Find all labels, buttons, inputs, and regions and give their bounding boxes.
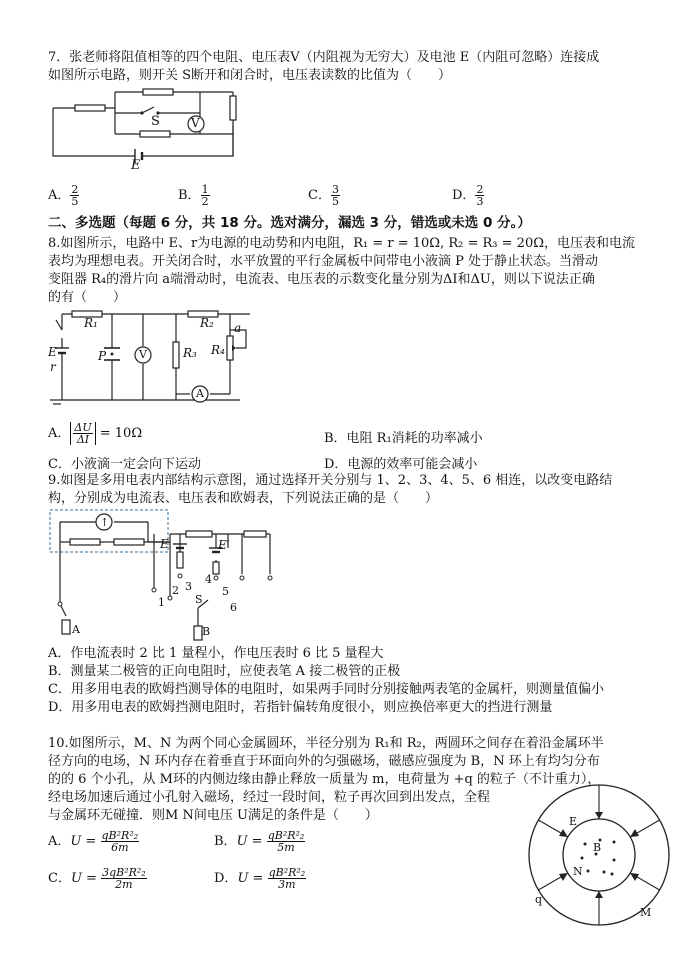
q10-fig-label-n: N: [573, 865, 583, 878]
q9-fig-label-probe-a: A: [72, 623, 80, 636]
q8-fig-label-ammeter: A: [196, 387, 204, 400]
q7-circuit-figure: [50, 86, 250, 176]
q8-fig-label-p: P: [98, 349, 107, 363]
q10-option-b: B．U = $\frac{\text{qB²R²₂}}{5m}$: [214, 829, 305, 854]
q10-text-line5: 与金属环无碰撞．则M N间电压 U满足的条件是（ ）: [48, 808, 378, 823]
q9-fig-label-5: 5: [222, 585, 229, 598]
q10-text-line2: 径方向的电场，N 环内存在着垂直于环面向外的匀强磁场，磁感应强度为 B，N 环上有均匀分布: [48, 754, 600, 769]
q9-fig-label-e-prime: E′: [218, 538, 230, 552]
q10-option-c: C．U = $\frac{\text{3qB²R²₂}}{2m}$: [48, 866, 146, 891]
q8-fig-label-r2: R₂: [200, 316, 214, 330]
q7-fig-label-v: V: [191, 116, 200, 130]
q7-fig-label-s: S: [151, 114, 160, 129]
q9-option-d: D．用多用电表的欧姆挡测电阻时，若指针偏转角度很小，则应换倍率更大的挡进行测量: [48, 700, 553, 715]
q10-fig-label-m: M: [640, 906, 652, 919]
q10-text-line3: 的的 6 个小孔，从 M环的内侧边缘由静止释放一质量为 m，电荷量为 +q 的粒子（不计重力），: [48, 772, 601, 787]
q8-text-line3: 变阻器 R₄的滑片向 a端滑动时，电流表、电压表的示数变化量分别为ΔI和ΔU，则以下说法正确: [48, 272, 595, 287]
q8-fig-label-a-terminal: a: [234, 321, 242, 335]
q10-option-d: D．U = $\frac{\text{qB²R²₂}}{3m}$: [214, 866, 306, 891]
q8-option-a: A． $\frac{\Delta U}{\Delta I}$ = 10Ω: [48, 421, 143, 446]
q8-fig-label-r4: R₄: [211, 343, 225, 357]
q10-fig-label-b: B: [593, 841, 602, 854]
q7-fig-label-e: E: [131, 158, 141, 173]
q9-option-b: B．测量某二极管的正向电阻时，应使表笔 A 接二极管的正极: [48, 664, 401, 679]
q8-fig-label-r1: R₁: [84, 316, 98, 330]
q7-option-a: A． $\frac{2}{5}$: [48, 183, 79, 208]
q7-option-c: C． $\frac{3}{5}$: [308, 183, 339, 208]
q7-option-b: B． $\frac{1}{2}$: [178, 183, 209, 208]
section-heading-multiple-choice: 二、多选题（每题 6 分，共 18 分。选对满分，漏选 3 分，错选或未选 0 分。）: [48, 215, 531, 231]
q8-fig-label-e: E: [48, 345, 57, 359]
q10-text-line1: 10.如图所示，M、N 为两个同心金属圆环，半径分别为 R₁和 R₂，两圆环之间存在着沿金属环半: [48, 736, 604, 751]
q8-circuit-figure: [50, 308, 260, 410]
q10-text-line4: 经电场加速后通过小孔射入磁场，经过一段时间，粒子再次回到出发点，全程: [48, 790, 491, 805]
q8-option-d: D．电源的效率可能会减小: [324, 457, 478, 472]
q8-fig-label-r3: R₃: [183, 346, 197, 360]
q10-fig-label-e: E: [569, 815, 578, 828]
q8-text-line1: 8.如图所示，电路中 E、r为电源的电动势和内电阻，R₁ = r = 10Ω, R₂ = R₃ = 20Ω，电压表和电流: [48, 236, 635, 251]
q8-fig-label-v: V: [139, 348, 147, 361]
q8-text-line2: 表均为理想电表。开关闭合时，水平放置的平行金属板中间带电小液滴 P 处于静止状态。当滑动: [48, 254, 599, 269]
q9-option-a: A．作电流表时 2 比 1 量程小，作电压表时 6 比 5 量程大: [48, 646, 384, 661]
q9-fig-label-e: E: [160, 537, 169, 551]
q9-fig-label-probe-b: B: [202, 625, 211, 638]
q10-option-a: A．U = $\frac{\text{qB²R²₂}}{6m}$: [48, 829, 139, 854]
q9-fig-label-3: 3: [185, 580, 192, 593]
q8-option-c: C．小液滴一定会向下运动: [48, 457, 201, 472]
q7-text-line1: 7．张老师将阻值相等的四个电阻、电压表Ⅴ（内阻视为无穷大）及电池 E（内阻可忽略）连接成: [48, 50, 600, 65]
svg-text:↑: ↑: [100, 516, 110, 529]
q7-option-d: D． $\frac{2}{3}$: [452, 183, 484, 208]
q9-text-line1: 9.如图是多用电表内部结构示意图，通过选择开关分别与 1、2、3、4、5、6 相连，以改变电路结: [48, 473, 613, 488]
q9-fig-label-s: S: [195, 593, 203, 606]
q8-fig-label-r: r: [50, 360, 56, 374]
q9-option-c: C．用多用电表的欧姆挡测导体的电阻时，如果两手同时分别接触两表笔的金属杆，则测量值偏小: [48, 682, 604, 697]
q9-fig-label-4: 4: [205, 573, 212, 586]
q9-text-line2: 构，分别成为电流表、电压表和欧姆表，下列说法正确的是（ ）: [48, 491, 439, 506]
q9-fig-label-2: 2: [172, 584, 179, 597]
q10-rings-figure: [528, 784, 670, 926]
q8-option-b: B．电阻 R₁消耗的功率减小: [324, 431, 483, 446]
q10-fig-label-q: q: [535, 893, 543, 906]
q8-text-line4: 的有（ ）: [48, 290, 127, 305]
q9-fig-label-6: 6: [230, 601, 237, 614]
q9-multimeter-figure: [48, 508, 280, 646]
q7-text-line2: 如图所示电路，则开关 S断开和闭合时，电压表读数的比值为（ ）: [48, 68, 452, 83]
q9-fig-label-1: 1: [158, 596, 165, 609]
